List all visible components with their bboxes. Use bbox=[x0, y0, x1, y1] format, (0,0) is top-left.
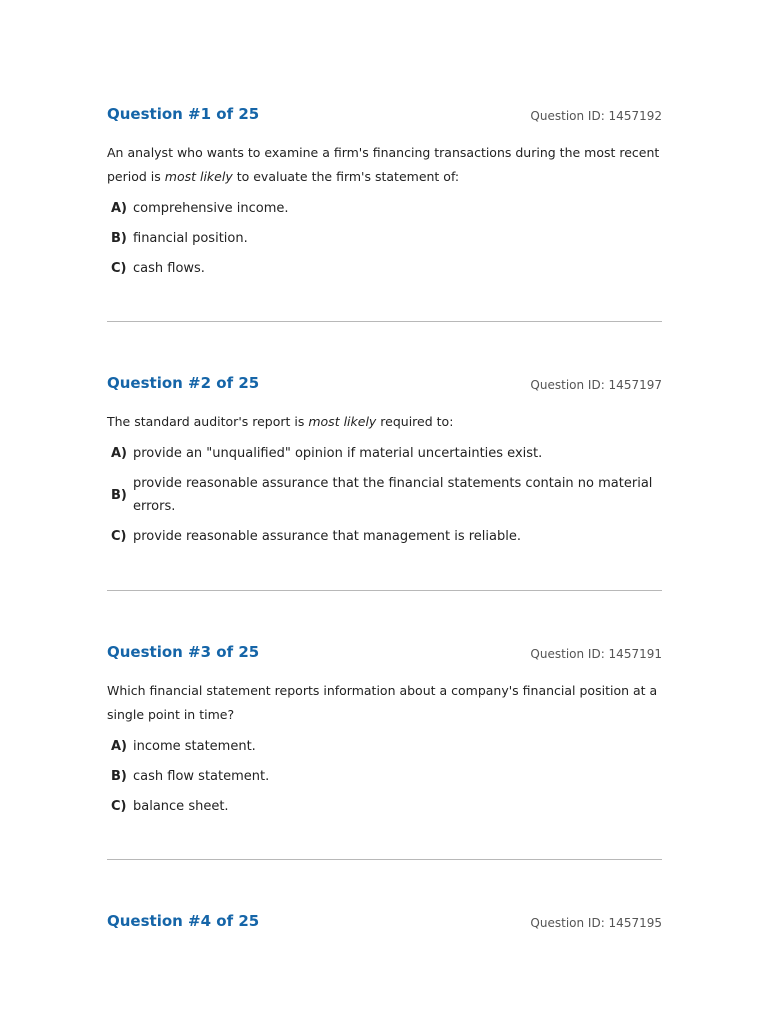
option-letter: C) bbox=[111, 799, 127, 814]
answer-option-c[interactable] bbox=[107, 525, 662, 548]
question-header bbox=[107, 374, 662, 398]
question-text-emphasis: most likely bbox=[164, 169, 233, 184]
question-text-part: An analyst who wants to examine a firm's financing transactions during the most recent period is bbox=[107, 145, 660, 184]
answer-option-c[interactable] bbox=[107, 795, 662, 818]
question-id: Question ID: 1457195 bbox=[530, 916, 662, 930]
option-letter: C) bbox=[111, 261, 127, 276]
question-text-emphasis: most likely bbox=[308, 414, 377, 429]
option-letter: A) bbox=[111, 446, 128, 461]
option-text: income statement. bbox=[133, 739, 256, 754]
option-letter: B) bbox=[111, 769, 127, 784]
question-header bbox=[107, 105, 662, 129]
option-text: provide reasonable assurance that management is reliable. bbox=[133, 529, 521, 544]
question-text bbox=[107, 679, 662, 727]
question-id: Question ID: 1457197 bbox=[530, 378, 662, 392]
option-text: provide reasonable assurance that the financial statements contain no material errors. bbox=[133, 476, 653, 514]
option-letter: A) bbox=[111, 739, 128, 754]
question-title: Question #3 of 25 bbox=[107, 643, 260, 661]
answer-options bbox=[107, 735, 662, 818]
divider bbox=[107, 859, 662, 860]
option-text: provide an "unqualified" opinion if material uncertainties exist. bbox=[133, 446, 543, 461]
question-header bbox=[107, 912, 662, 936]
answer-option-b[interactable] bbox=[107, 227, 662, 250]
question-block bbox=[107, 105, 662, 287]
option-text: cash flows. bbox=[133, 261, 205, 276]
question-title: Question #4 of 25 bbox=[107, 912, 260, 930]
answer-option-c[interactable] bbox=[107, 257, 662, 280]
option-text: balance sheet. bbox=[133, 799, 229, 814]
question-block bbox=[107, 643, 662, 825]
answer-option-b[interactable] bbox=[107, 765, 662, 788]
option-letter: C) bbox=[111, 529, 127, 544]
question-title: Question #2 of 25 bbox=[107, 374, 260, 392]
option-letter: B) bbox=[111, 487, 127, 503]
option-text: cash flow statement. bbox=[133, 769, 270, 784]
question-id: Question ID: 1457191 bbox=[530, 647, 662, 661]
answer-option-a[interactable] bbox=[107, 197, 662, 220]
question-text-part: to evaluate the firm's statement of: bbox=[232, 169, 460, 184]
question-text-part: required to: bbox=[376, 414, 454, 429]
option-letter: B) bbox=[111, 231, 127, 246]
answer-option-a[interactable] bbox=[107, 442, 662, 465]
question-title: Question #1 of 25 bbox=[107, 105, 260, 123]
answer-options bbox=[107, 197, 662, 280]
question-id: Question ID: 1457192 bbox=[530, 109, 662, 123]
divider bbox=[107, 321, 662, 322]
answer-option-b[interactable] bbox=[107, 472, 662, 518]
question-block bbox=[107, 374, 662, 555]
option-letter: A) bbox=[111, 201, 128, 216]
question-text bbox=[107, 141, 662, 189]
question-block bbox=[107, 912, 662, 936]
question-text bbox=[107, 410, 662, 434]
answer-options bbox=[107, 442, 662, 548]
answer-option-a[interactable] bbox=[107, 735, 662, 758]
divider bbox=[107, 590, 662, 591]
question-text-part: Which financial statement reports information about a company's financial position at a single point in time? bbox=[107, 683, 658, 722]
option-text: comprehensive income. bbox=[133, 201, 289, 216]
question-header bbox=[107, 643, 662, 667]
option-text: financial position. bbox=[133, 231, 248, 246]
question-text-part: The standard auditor's report is bbox=[107, 414, 309, 429]
